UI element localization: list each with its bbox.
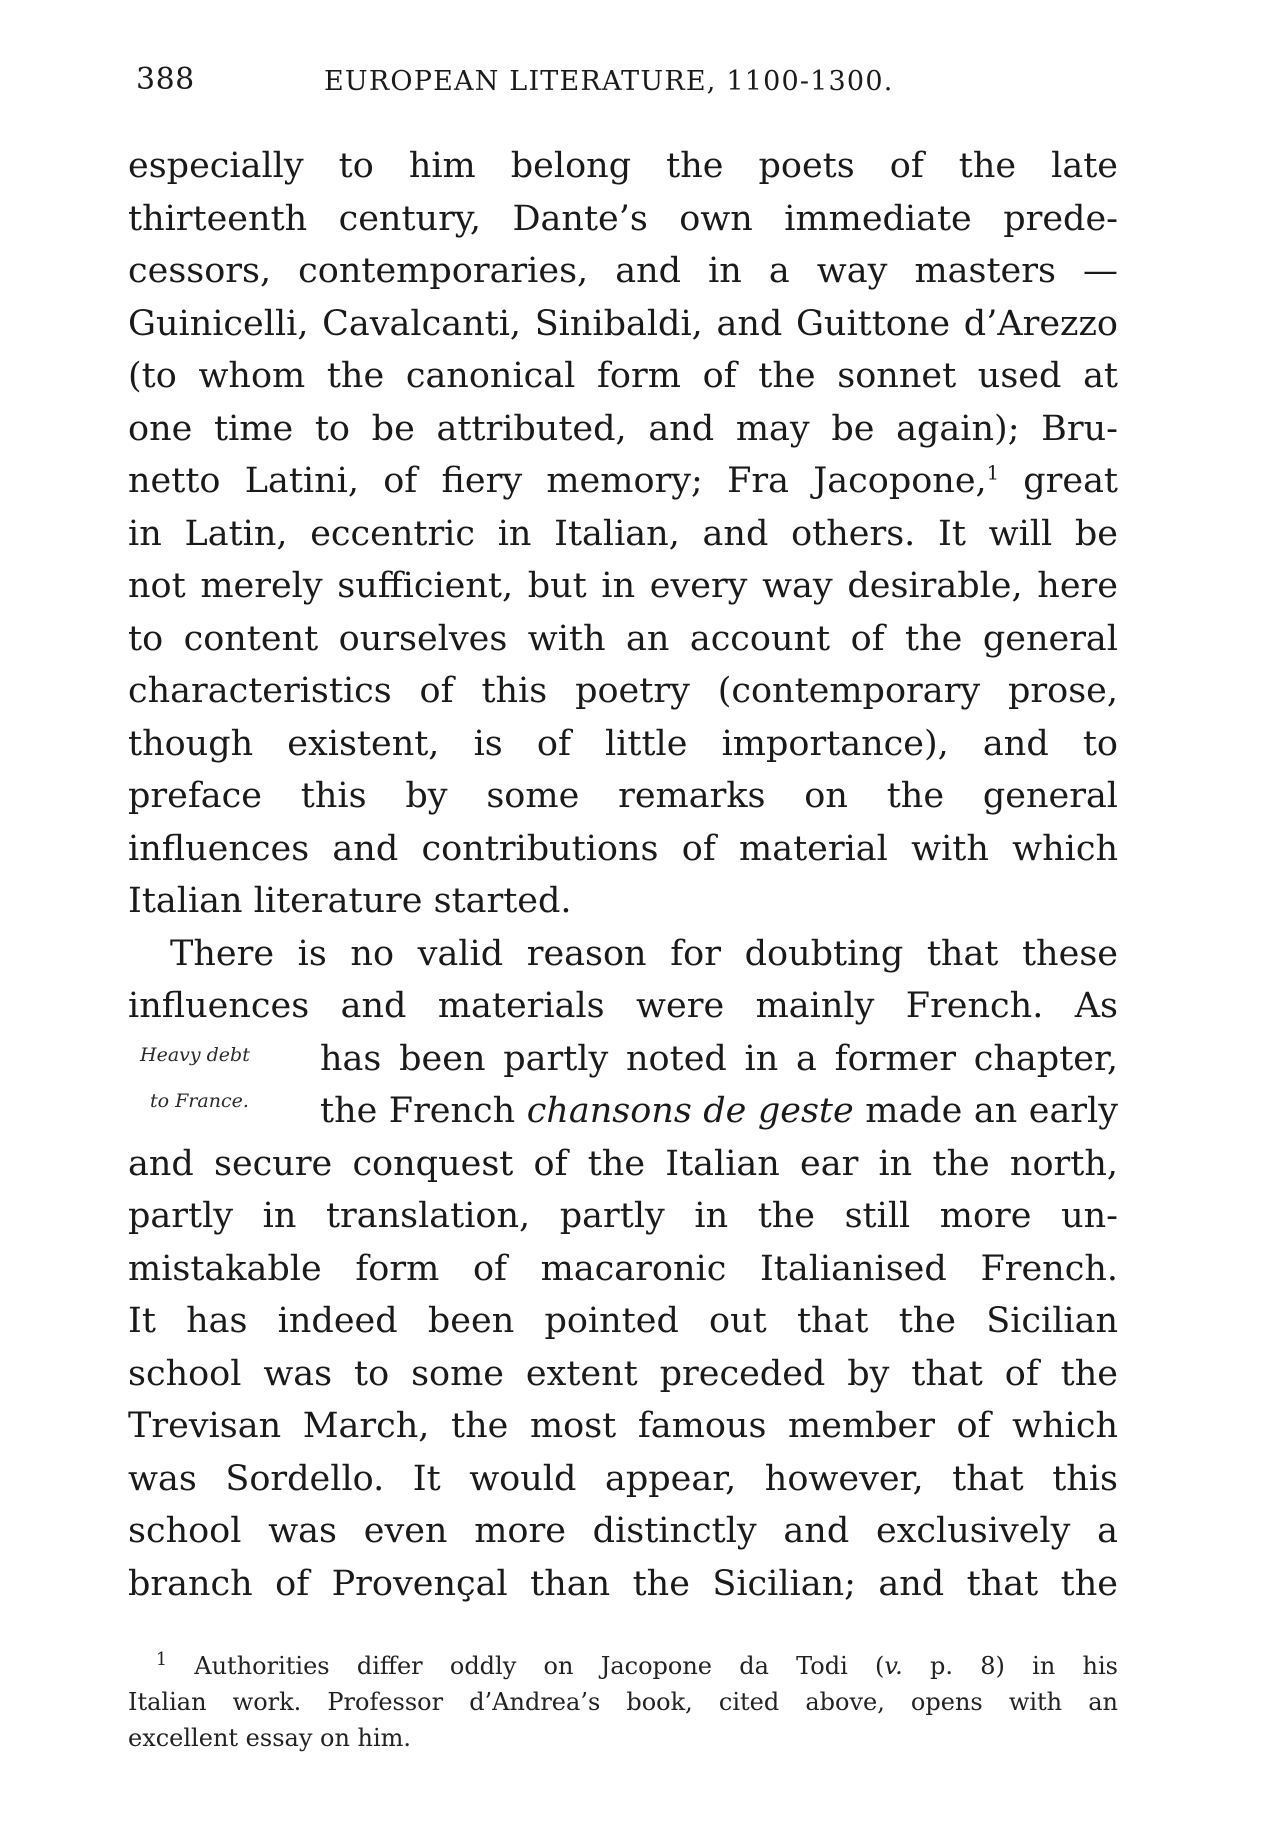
text-line: branch of Provençal than the Sicilian; and that the — [128, 1563, 1118, 1604]
footnote-mark: 1 — [156, 1650, 167, 1670]
text-segment: the French — [320, 1091, 516, 1131]
text-line: characteristics of this poetry (contemporary prose, — [128, 671, 1118, 711]
footnote-reference: 1 — [986, 461, 999, 485]
text-line: There is no valid reason for doubting that these — [170, 933, 1118, 974]
text-segment: p. 8) in his — [902, 1652, 1118, 1680]
text-line — [128, 455, 1118, 508]
text-segment: Authorities differ oddly on Jacopone da Todi ( — [194, 1652, 885, 1680]
text-line: Trevisan March, the most famous member of which — [128, 1406, 1118, 1446]
footnote-line: excellent essay on him. — [128, 1724, 412, 1752]
footnote — [128, 1648, 1118, 1756]
text-segment: made an early — [865, 1091, 1119, 1131]
text-line: cessors, contemporaries, and in a way masters — — [128, 251, 1118, 291]
text-line: and secure conquest of the Italian ear in the north, — [128, 1143, 1118, 1184]
margin-note-line: Heavy debt — [140, 1044, 250, 1066]
text-line: mistakable form of macaronic Italianised French. — [128, 1248, 1118, 1289]
text-line: partly in translation, partly in the still more un- — [128, 1196, 1118, 1236]
text-line: It has indeed been pointed out that the Sicilian — [128, 1301, 1118, 1341]
page-header — [128, 60, 1118, 104]
text-segment: netto Latini, of fiery memory; Fra Jacopone, — [128, 461, 987, 501]
text-line: influences and materials were mainly French. As — [128, 986, 1118, 1026]
text-line: preface this by some remarks on the general — [128, 776, 1118, 816]
text-line: school was even more distinctly and exclusively a — [128, 1511, 1118, 1551]
text-line: thirteenth century, Dante’s own immediate prede- — [128, 198, 1118, 239]
text-line: to content ourselves with an account of the general — [128, 618, 1118, 659]
page-number: 388 — [136, 62, 195, 97]
margin-note — [140, 1032, 290, 1124]
text-segment: v. — [884, 1652, 903, 1680]
text-line: has been partly noted in a former chapter, — [320, 1038, 1118, 1079]
text-line: was Sordello. It would appear, however, that this — [128, 1458, 1118, 1499]
footnote-line: Italian work. Professor d’Andrea’s book, cited above, opens with an — [128, 1688, 1118, 1716]
text-segment: great — [1023, 461, 1118, 501]
text-line: influences and contributions of material with which — [128, 828, 1118, 869]
text-line: school was to some extent preceded by that of the — [128, 1353, 1118, 1394]
text-line: in Latin, eccentric in Italian, and others. It will be — [128, 513, 1118, 554]
footnote-line — [128, 1648, 1118, 1684]
body-text — [128, 140, 1118, 1610]
text-line: especially to him belong the poets of the late — [128, 146, 1118, 186]
text-line: Guinicelli, Cavalcanti, Sinibaldi, and Guittone d’Arezzo — [128, 303, 1118, 344]
margin-note-line: to France. — [150, 1090, 249, 1112]
running-head: EUROPEAN LITERATURE, 1100-1300. — [324, 66, 894, 97]
text-line: Italian literature started. — [128, 881, 572, 921]
text-line: though existent, is of little importance), and to — [128, 723, 1118, 764]
text-line: not merely sufficient, but in every way desirable, here — [128, 566, 1118, 606]
italic-title: chansons de geste — [526, 1091, 854, 1131]
text-line: one time to be attributed, and may be again); Bru- — [128, 408, 1118, 449]
text-line: (to whom the canonical form of the sonnet used at — [128, 356, 1118, 396]
